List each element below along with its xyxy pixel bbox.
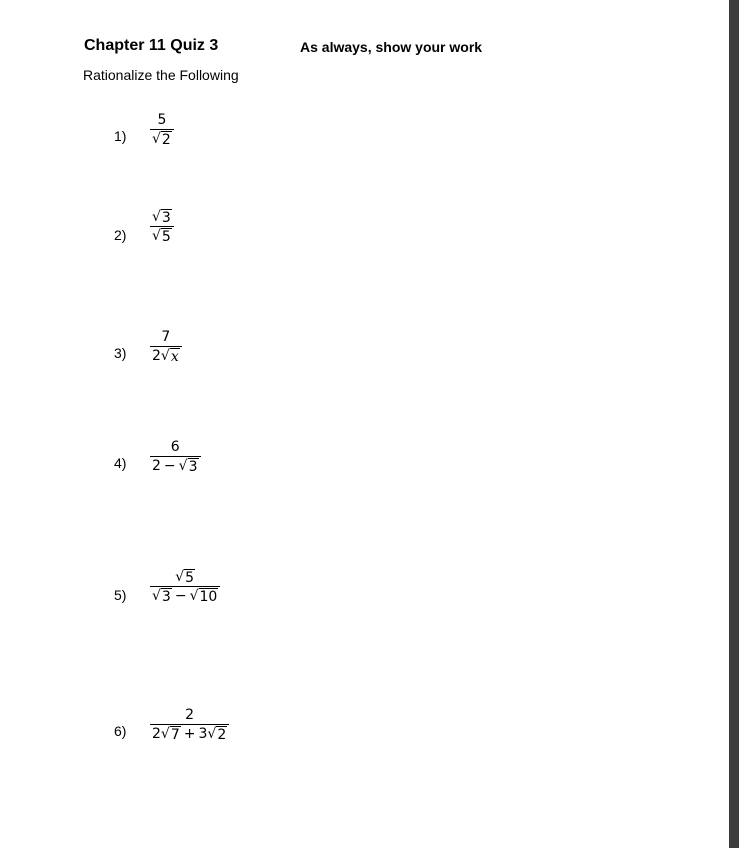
operator: −	[163, 458, 176, 474]
sqrt-expression	[152, 227, 172, 245]
coefficient: 2	[152, 726, 161, 742]
instruction-note: As always, show your work	[300, 39, 483, 55]
problem-number: 4)	[114, 455, 127, 471]
sqrt-expression	[152, 587, 172, 605]
radicand: 5	[185, 570, 195, 586]
radical-sign-icon: √	[152, 131, 161, 147]
sqrt-expression	[190, 587, 219, 605]
radicand: 7	[170, 727, 180, 743]
denominator	[150, 457, 201, 475]
denominator	[150, 725, 229, 743]
fraction	[150, 706, 229, 743]
denominator	[150, 130, 174, 148]
fraction	[150, 568, 220, 605]
coefficient: 2	[152, 348, 161, 364]
denominator	[150, 227, 174, 245]
sqrt-expression	[207, 725, 227, 743]
integer-term: 2	[152, 458, 161, 474]
denominator	[150, 347, 182, 365]
sqrt-expression	[175, 568, 195, 586]
radical-sign-icon: √	[152, 209, 161, 225]
coefficient: 3	[198, 726, 208, 742]
sqrt-expression	[161, 347, 180, 365]
radical-sign-icon: √	[189, 588, 199, 604]
radical-sign-icon: √	[160, 348, 170, 364]
radical-sign-icon: √	[207, 726, 217, 742]
numerator	[150, 208, 174, 226]
problem-number: 5)	[114, 587, 127, 603]
sqrt-expression	[152, 130, 172, 148]
denominator	[150, 587, 220, 605]
operator: −	[174, 588, 187, 604]
fraction	[150, 328, 182, 365]
radical-sign-icon: √	[175, 569, 185, 585]
radical-sign-icon: √	[178, 458, 188, 474]
numerator: 5	[157, 112, 167, 128]
radicand: 3	[188, 459, 198, 475]
operator: +	[183, 726, 196, 742]
radicand: 2	[161, 132, 171, 148]
sqrt-expression	[179, 457, 199, 475]
page-title: Chapter 11 Quiz 3	[84, 37, 219, 54]
numerator: 2	[185, 707, 195, 723]
problem-number: 6)	[114, 723, 127, 739]
numerator: 6	[170, 439, 180, 455]
fraction	[150, 438, 201, 475]
instructions: Rationalize the Following	[83, 67, 239, 83]
sqrt-expression	[161, 725, 181, 743]
numerator: 7	[161, 329, 171, 345]
radicand: 2	[217, 727, 227, 743]
radicand: x	[170, 349, 179, 365]
radical-sign-icon: √	[152, 228, 161, 244]
problem-number: 2)	[114, 227, 127, 243]
radical-sign-icon: √	[152, 588, 161, 604]
radical-sign-icon: √	[160, 726, 170, 742]
radicand: 3	[161, 589, 171, 605]
vertical-scrollbar[interactable]	[729, 0, 739, 848]
sqrt-expression	[152, 208, 172, 226]
problem-number: 3)	[114, 345, 127, 361]
numerator	[173, 568, 197, 586]
radicand: 10	[199, 589, 218, 605]
radicand: 3	[161, 210, 171, 226]
radicand: 5	[161, 229, 171, 245]
fraction	[150, 208, 174, 245]
fraction	[150, 111, 174, 148]
problem-number: 1)	[114, 128, 127, 144]
